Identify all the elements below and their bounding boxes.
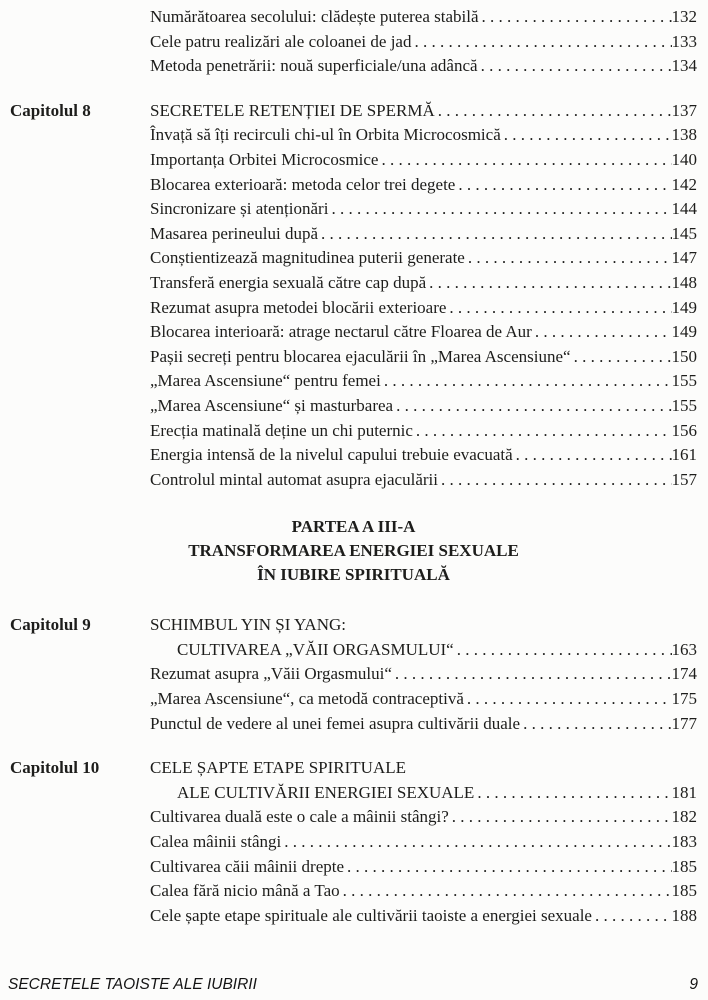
dot-leader <box>281 830 671 855</box>
dot-leader <box>464 687 672 712</box>
toc-entry-title: „Marea Ascensiune“ pentru femei <box>150 371 381 391</box>
chapter-label: Capitolul 9 <box>10 615 91 635</box>
toc-entry-title: ÎN IUBIRE SPIRITUALĂ <box>257 565 450 585</box>
toc-page-number: 157 <box>671 469 697 489</box>
toc-page-number: 185 <box>671 881 697 901</box>
dot-leader <box>318 222 671 247</box>
dot-leader <box>501 123 672 148</box>
toc-entry-title: Blocarea exterioară: metoda celor trei degete <box>150 174 456 194</box>
toc-row <box>10 246 697 271</box>
toc-row <box>10 54 697 79</box>
toc-entry-title: CELE ȘAPTE ETAPE SPIRITUALE <box>150 758 406 778</box>
toc-page-number: 185 <box>671 856 697 876</box>
footer-book-title: SECRETELE TAOISTE ALE IUBIRII <box>8 976 257 993</box>
dot-leader <box>392 662 672 687</box>
toc-page-number: 142 <box>671 174 697 194</box>
toc-page-number: 177 <box>671 713 697 733</box>
toc-row <box>10 539 697 563</box>
toc-page-number: 138 <box>671 125 697 145</box>
dot-leader <box>513 443 672 468</box>
toc-entry-title: CULTIVAREA „VĂII ORGASMULUI“ <box>177 639 454 659</box>
toc-page-number: 183 <box>671 832 697 852</box>
dot-leader <box>393 394 671 419</box>
toc-row <box>10 320 697 345</box>
toc-row <box>10 271 697 296</box>
toc-entry-title: Transferă energia sexuală către cap după <box>150 272 427 292</box>
toc-row <box>10 222 697 247</box>
dot-leader <box>474 781 671 806</box>
toc-entry-title: SECRETELE RETENȚIEI DE SPERMĂ <box>150 100 435 120</box>
toc-page-number: 149 <box>671 322 697 342</box>
toc-page-number: 145 <box>671 223 697 243</box>
dot-leader <box>340 879 672 904</box>
toc-entry-title: „Marea Ascensiune“ și masturbarea <box>150 395 394 415</box>
toc-row <box>10 394 697 419</box>
toc-entry-title: Conștientizează magnitudinea puterii generate <box>150 248 465 268</box>
toc-entry-title: Sincronizare și atenționări <box>150 199 329 219</box>
toc-page-number: 175 <box>671 689 697 709</box>
dot-leader <box>381 369 672 394</box>
toc-row <box>10 296 697 321</box>
toc-entry-title: Calea mâinii stângi <box>150 832 282 852</box>
toc-page-number: 133 <box>671 31 697 51</box>
toc-entry-title: Rezumat asupra metodei blocării exterioare <box>150 297 447 317</box>
dot-leader <box>411 30 671 55</box>
toc-row <box>10 443 697 468</box>
dot-leader <box>378 148 671 173</box>
toc-page-number: 156 <box>671 420 697 440</box>
toc-entry-title: Controlul mintal automat asupra ejaculării <box>150 469 438 489</box>
dot-leader <box>426 271 671 296</box>
toc-row <box>10 123 697 148</box>
toc-entry-title: ALE CULTIVĂRII ENERGIEI SEXUALE <box>177 782 475 802</box>
toc-page-number: 134 <box>671 56 697 76</box>
toc-entry-title: Masarea perineului după <box>150 223 319 243</box>
dot-leader <box>465 246 672 271</box>
toc-page-number: 174 <box>671 664 697 684</box>
toc-page-number: 132 <box>671 7 697 26</box>
toc-page-number: 161 <box>671 445 697 465</box>
dot-leader <box>455 173 671 198</box>
toc-entry-title: Pașii secreți pentru blocarea ejaculării în „Marea Ascensiune“ <box>150 346 571 366</box>
toc-page-number: 163 <box>671 639 697 659</box>
toc-row <box>10 5 697 30</box>
toc-entry-title: Importanța Orbitei Microcosmice <box>150 149 379 169</box>
footer-page-number: 9 <box>689 976 698 993</box>
dot-leader <box>435 99 672 124</box>
toc-row <box>10 613 697 638</box>
dot-leader <box>454 638 672 663</box>
toc-row <box>10 515 697 539</box>
toc-page-number: 147 <box>671 248 697 268</box>
toc-row <box>10 805 697 830</box>
dot-leader <box>478 54 672 79</box>
dot-leader <box>479 5 672 30</box>
dot-leader <box>438 468 672 493</box>
dot-leader <box>446 296 671 321</box>
toc-page-number: 155 <box>671 395 697 415</box>
toc-entry-title: Cultivarea căii mâinii drepte <box>150 856 345 876</box>
toc-entry-title: Punctul de vedere al unei femei asupra cultivării duale <box>150 713 521 733</box>
toc-row <box>10 855 697 880</box>
toc-page-number: 188 <box>671 905 697 925</box>
toc-row <box>10 197 697 222</box>
running-footer <box>8 976 698 994</box>
toc-page-number: 140 <box>671 149 697 169</box>
toc-row <box>10 173 697 198</box>
toc-row <box>10 830 697 855</box>
toc-entry-title: TRANSFORMAREA ENERGIEI SEXUALE <box>188 541 519 561</box>
chapter-label: Capitolul 10 <box>10 758 100 778</box>
dot-leader <box>449 805 672 830</box>
dot-leader <box>413 419 672 444</box>
dot-leader <box>520 712 671 737</box>
toc-page-number: 155 <box>671 371 697 391</box>
table-of-contents <box>10 5 697 928</box>
toc-page-number: 148 <box>671 272 697 292</box>
toc-entry-title: PARTEA A III-A <box>291 517 416 537</box>
toc-page-number: 182 <box>671 807 697 827</box>
toc-page-number: 150 <box>671 346 697 366</box>
dot-leader <box>592 904 672 929</box>
toc-row <box>10 687 697 712</box>
dot-leader <box>571 345 672 370</box>
toc-row <box>10 30 697 55</box>
toc-page-number: 137 <box>671 100 697 120</box>
toc-entry-title: Metoda penetrării: nouă superficiale/una adâncă <box>150 56 478 76</box>
toc-entry-title: Cele patru realizări ale coloanei de jad <box>150 31 412 51</box>
toc-row <box>10 662 697 687</box>
dot-leader <box>328 197 671 222</box>
toc-row <box>10 879 697 904</box>
toc-entry-title: „Marea Ascensiune“, ca metodă contraceptivă <box>150 689 464 709</box>
toc-entry-title: Cele șapte etape spirituale ale cultivării taoiste a energiei sexuale <box>150 905 592 925</box>
toc-page-number: 144 <box>671 199 697 219</box>
toc-page-number: 149 <box>671 297 697 317</box>
toc-entry-title: Rezumat asupra „Văii Orgasmului“ <box>150 664 392 684</box>
toc-entry-title: Energia intensă de la nivelul capului trebuie evacuată <box>150 445 513 465</box>
toc-entry-title: Erecția matinală deține un chi puternic <box>150 420 413 440</box>
toc-row <box>10 904 697 929</box>
toc-entry-title: SCHIMBUL YIN ȘI YANG: <box>150 615 346 635</box>
chapter-label: Capitolul 8 <box>10 100 91 120</box>
toc-row <box>10 563 697 587</box>
toc-row <box>10 712 697 737</box>
toc-entry-title: Învață să îți recirculi chi-ul în Orbita Microcosmică <box>150 125 501 145</box>
toc-row <box>10 99 697 124</box>
toc-entry-title: Cultivarea duală este o cale a mâinii stângi? <box>150 807 449 827</box>
toc-entry-title: Calea fără nicio mână a Tao <box>150 881 340 901</box>
toc-page-number: 181 <box>671 782 697 802</box>
toc-row <box>10 419 697 444</box>
toc-row <box>10 468 697 493</box>
toc-entry-title: Blocarea interioară: atrage nectarul către Floarea de Aur <box>150 322 532 342</box>
toc-row <box>10 148 697 173</box>
toc-row <box>10 638 697 663</box>
dot-leader <box>344 855 671 880</box>
toc-row <box>10 781 697 806</box>
toc-row <box>10 345 697 370</box>
dot-leader <box>532 320 672 345</box>
toc-row <box>10 756 697 781</box>
toc-row <box>10 369 697 394</box>
toc-entry-title: Numărătoarea secolului: clădește puterea stabilă <box>150 7 479 26</box>
